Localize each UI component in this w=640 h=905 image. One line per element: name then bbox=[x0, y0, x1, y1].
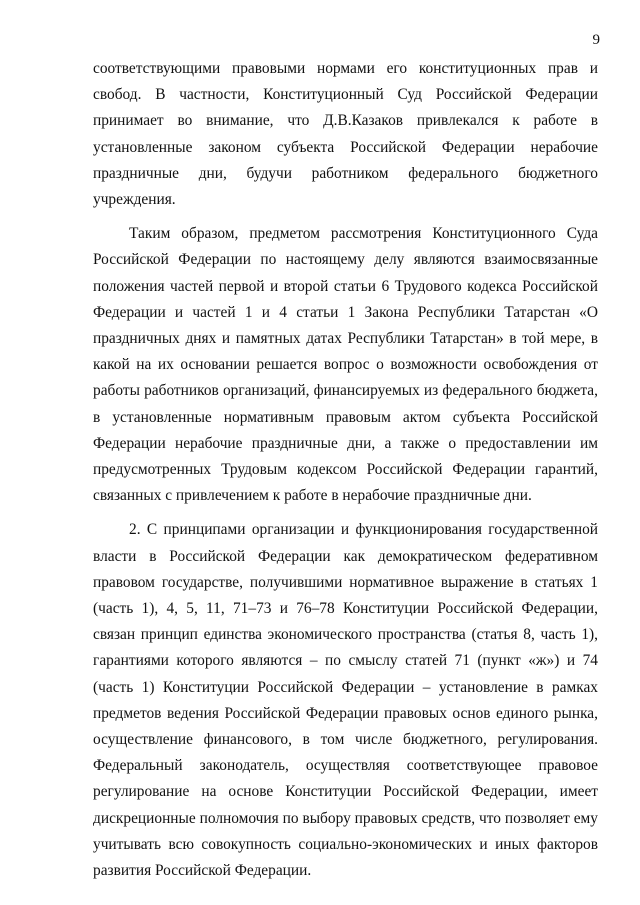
page-number: 9 bbox=[592, 32, 600, 48]
paragraph-continuation: соответствующими правовыми нормами его конституционных прав и свобод. В частности, Конституционный Суд Российской Федерации принимает во внимание, что Д.В.Казаков привлекался к работе в установленные законом субъекта Российской Федерации нерабочие праздничные дни, будучи работником федерального бюджетного учреждения. bbox=[93, 60, 598, 209]
document-body bbox=[93, 56, 598, 884]
paragraph-section-2: 2. С принципами организации и функционирования государственной власти в Российской Федерации как демократическом федеративном правовом государстве, получившими нормативное выражение в статьях 1 (часть 1), 4, 5, 11, 71–73 и 76–78 Конституции Российской Федерации, связан принцип единства экономического пространства (статья 8, часть 1), гарантиями которого являются – по смыслу статей 71 (пункт «ж») и 74 (часть 1) Конституции Российской Федерации – установление в рамках предметов ведения Российской Федерации правовых основ единого рынка, осуществление финансового, в том числе бюджетного, регулирования. Федеральный законодатель, осуществляя соответствующее правовое регулирование на основе Конституции Российской Федерации, имеет дискреционные полномочия по выбору правовых средств, что позволяет ему учитывать всю совокупность социально-экономических и иных факторов развития Российской Федерации. bbox=[93, 521, 598, 880]
paragraph-subject-of-review: Таким образом, предметом рассмотрения Конституционного Суда Российской Федерации по настоящему делу являются взаимосвязанные положения частей первой и второй статьи 6 Трудового кодекса Российской Федерации и частей 1 и 4 статьи 1 Закона Республики Татарстан «О праздничных днях и памятных датах Республики Татарстан» в той мере, в какой на их основании решается вопрос о возможности освобождения от работы работников организаций, финансируемых из федерального бюджета, в установленные нормативным правовым актом субъекта Российской Федерации нерабочие праздничные дни, а также о предоставлении им предусмотренных Трудовым кодексом Российской Федерации гарантий, связанных с привлечением к работе в нерабочие праздничные дни. bbox=[93, 225, 598, 505]
